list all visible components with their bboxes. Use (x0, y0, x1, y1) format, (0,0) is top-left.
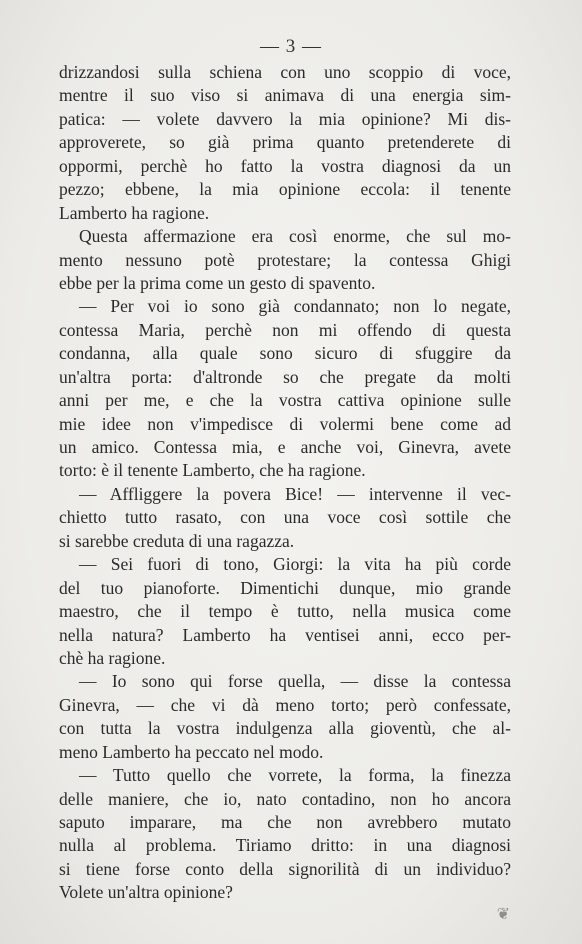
text-line: Ginevra, — che vi dà meno torto; però confessate, (59, 694, 511, 715)
text-line: anni per me, e che la vostra cattiva opinione sulle (59, 390, 511, 411)
text-line: si tiene forse conto della signorilità di un individuo? (59, 858, 511, 879)
body-text (59, 61, 511, 905)
text-line: mentre il suo viso si animava di una energia sim- (59, 85, 511, 106)
text-line: torto: è il tenente Lamberto, che ha ragione. (59, 460, 366, 481)
text-line: — Io sono qui forse quella, — disse la contessa (79, 671, 511, 692)
text-line: un amico. Contessa mia, e anche voi, Ginevra, avete (59, 437, 511, 457)
text-line: — Affliggere la povera Bice! — intervenne il vec- (79, 483, 511, 504)
text-line: — Per voi io sono già condannato; non lo negate, (79, 296, 511, 317)
text-line: chietto tutto rasato, con una voce così sottile che (59, 507, 511, 528)
text-line: ebbe per la prima come un gesto di spavento. (59, 272, 376, 293)
text-line: patica: — volete davvero la mia opinione? Mi dis- (59, 108, 511, 129)
text-line: mento nessuno potè protestare; la contessa Ghigi (59, 249, 511, 270)
text-line: del tuo pianoforte. Dimentichi dunque, mio grande (59, 577, 511, 598)
text-line: Volete un'altra opinione? (59, 882, 233, 903)
text-line: un'altra porta: d'altronde so che pregate da molti (59, 366, 511, 387)
text-line: saputo imparare, ma che non avrebbero mutato (59, 812, 511, 832)
text-line: contessa Maria, perchè non mi offendo di questa (59, 319, 511, 340)
text-line: maestro, che il tempo è tutto, nella musica come (59, 601, 511, 622)
text-line: mie idee non v'impedisce di volermi bene come ad (59, 413, 511, 434)
text-line: nella natura? Lamberto ha ventisei anni, ecco per- (59, 624, 511, 645)
text-line: chè ha ragione. (59, 647, 166, 668)
text-line: nulla al problema. Tiriamo dritto: in una diagnosi (59, 835, 511, 856)
library-stamp-icon: ❦ (496, 906, 510, 923)
text-line: meno Lamberto ha peccato nel modo. (59, 741, 324, 762)
text-line: drizzandosi sulla schiena con uno scoppio di voce, (59, 62, 511, 82)
text-line: — Sei fuori di tono, Giorgi: la vita ha più corde (79, 554, 511, 575)
page-number: — 3 — (260, 36, 322, 57)
text-line: — Tutto quello che vorrete, la forma, la finezza (79, 765, 511, 786)
text-line: oppormi, perchè ho fatto la vostra diagnosi da un (59, 155, 511, 176)
text-line: delle maniere, che io, nato contadino, non ho ancora (59, 788, 511, 809)
text-line: con tutta la vostra indulgenza alla gioventù, che al- (59, 718, 511, 739)
text-line: Lamberto ha ragione. (59, 202, 210, 223)
text-line: approverete, so già prima quanto pretenderete di (59, 132, 511, 153)
text-line: Questa affermazione era così enorme, che sul mo- (79, 226, 511, 247)
text-line: si sarebbe creduta di una ragazza. (59, 530, 295, 551)
text-line: pezzo; ebbene, la mia opinione eccola: il tenente (59, 179, 511, 200)
text-line: condanna, alla quale sono sicuro di sfuggire da (59, 343, 511, 364)
